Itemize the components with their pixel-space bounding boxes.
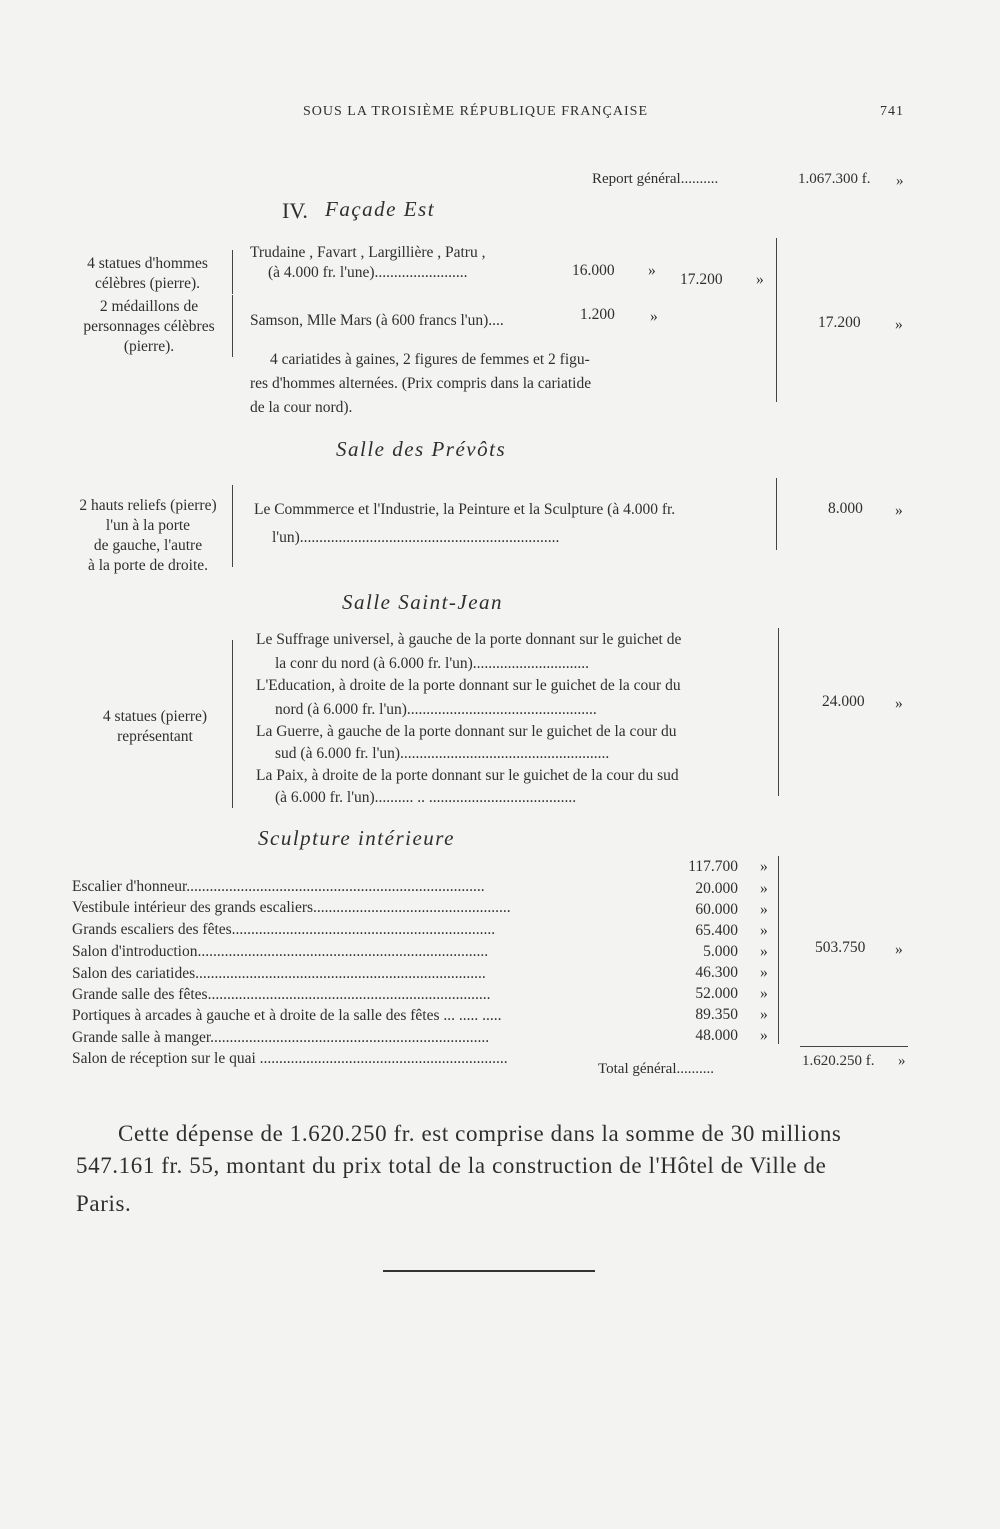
section-title-salle-saint-jean: Salle Saint-Jean [342,590,504,614]
table-row-mark: » [760,922,768,939]
table-row-amount: 89.350 [695,1006,738,1023]
conclusion-line: Cette dépense de 1.620.250 fr. est comprise dans la somme de 30 millions [118,1121,842,1146]
entry-line: Trudaine , Favart , Largillière , Patru , [250,244,486,261]
table-row-amount: 20.000 [695,880,738,897]
entry-line: La Paix, à droite de la porte donnant sur le guichet de la cour du sud [256,767,679,784]
running-title: SOUS LA TROISIÈME RÉPUBLIQUE FRANÇAISE [303,104,648,119]
table-row-label: Vestibule intérieur des grands escaliers................................................... [72,899,511,916]
report-mark: » [896,173,904,189]
table-row-mark: » [760,880,768,897]
table-row-label: Grands escaliers des fêtes.................................................................... [72,921,496,938]
brace-left [232,485,239,567]
section-total: 8.000 [828,500,863,517]
table-row-label: Salon de réception sur le quai ................................................................ [72,1050,508,1067]
table-row-amount: 5.000 [703,943,738,960]
section-title-salle-prevots: Salle des Prévôts [336,437,507,461]
entry-line: la conr du nord (à 6.000 fr. l'un).............................. [275,655,590,672]
entry-line: l'un)................................................................... [272,529,560,546]
table-row-mark: » [760,943,768,960]
brace-right [770,478,777,550]
table-row-amount: 52.000 [695,985,738,1002]
section-total: 17.200 [818,314,861,331]
table-row-mark: » [760,1027,768,1044]
section-number: IV. [282,198,308,223]
table-row-label: Salon des cariatides........................................................................... [72,965,486,982]
section-total-mark: » [895,941,903,958]
grand-total-mark: » [898,1053,906,1069]
brace-left [232,295,239,357]
subtotal-amount: 17.200 [680,271,723,288]
closing-rule [383,1270,595,1272]
subtotal-mark: » [756,271,764,288]
brace-right [770,238,777,402]
section-total-mark: » [895,695,903,712]
grand-total-value: 1.620.250 f. [802,1053,875,1069]
conclusion-line: 547.161 fr. 55, montant du prix total de la construction de l'Hôtel de Ville de [76,1153,827,1178]
entry-line: (à 6.000 fr. l'un).......... .. ...................................... [275,789,577,806]
table-row-mark: » [760,858,768,875]
table-row-mark: » [760,901,768,918]
section-total-mark: » [895,502,903,519]
table-row-amount: 65.400 [695,922,738,939]
section-title-facade-est: Façade Est [325,197,436,221]
section-title-sculpture-interieure: Sculpture intérieure [258,826,455,850]
page-number: 741 [880,104,904,119]
table-row-mark: » [760,964,768,981]
table-row-amount: 48.000 [695,1027,738,1044]
grand-total-label: Total général.......... [598,1061,714,1077]
report-label: Report général.......... [592,171,719,187]
entry-mark: » [648,262,656,279]
entry-line: sud (à 6.000 fr. l'un)...................................................... [275,745,610,762]
brace-right [772,856,779,1044]
table-row-label: Salon d'introduction........................................................................... [72,943,489,960]
entry-line: Samson, Mlle Mars (à 600 francs l'un).... [250,312,504,329]
entry-amount: 16.000 [572,262,615,279]
report-value: 1.067.300 f. [798,171,871,187]
table-row-label: Portiques à arcades à gauche et à droite de la salle des fêtes ... ..... ..... [72,1007,502,1024]
table-row-mark: » [760,1006,768,1023]
entry-amount: 1.200 [580,306,615,323]
brace-right [772,628,779,796]
total-rule [800,1046,908,1047]
table-row-label: Escalier d'honneur............................................................................. [72,878,485,895]
table-row-amount: 117.700 [688,858,738,875]
entry-line: L'Education, à droite de la porte donnant sur le guichet de la cour du [256,677,681,694]
group-label-statues-hommes: 4 statues d'hommes célèbres (pierre). [87,255,208,292]
entry-mark: » [650,308,658,325]
conclusion-line: Paris. [76,1191,132,1216]
brace-left [232,250,239,294]
section-total: 24.000 [822,693,865,710]
brace-left [232,640,239,808]
entry-line: nord (à 6.000 fr. l'un)................................................. [275,701,597,718]
section-total: 503.750 [815,939,866,956]
table-row-amount: 60.000 [695,901,738,918]
table-row-label: Grande salle à manger........................................................................ [72,1029,490,1046]
entry-line: Le Suffrage universel, à gauche de la porte donnant sur le guichet de [256,631,682,648]
entry-line: (à 4.000 fr. l'une)........................ [268,264,468,281]
group-label-medaillons: 2 médaillons de personnages célèbres (pierre). [83,298,215,355]
group-label-statues: 4 statues (pierre) représentant [102,708,208,745]
table-row-mark: » [760,985,768,1002]
entry-line: res d'hommes alternées. (Prix compris dans la cariatide [250,375,592,392]
entry-line: La Guerre, à gauche de la porte donnant sur le guichet de la cour du [256,723,677,740]
entry-line: de la cour nord). [250,399,353,416]
entry-line: Le Commmerce et l'Industrie, la Peinture et la Sculpture (à 4.000 fr. [254,501,676,518]
table-row-label: Grande salle des fêtes......................................................................... [72,986,491,1003]
section-total-mark: » [895,316,903,333]
entry-line: 4 cariatides à gaines, 2 figures de femmes et 2 figu- [270,351,590,368]
table-row-amount: 46.300 [695,964,738,981]
group-label-hauts-reliefs: 2 hauts reliefs (pierre) l'un à la porte de gauche, l'autre à la porte de droite. [79,497,217,574]
